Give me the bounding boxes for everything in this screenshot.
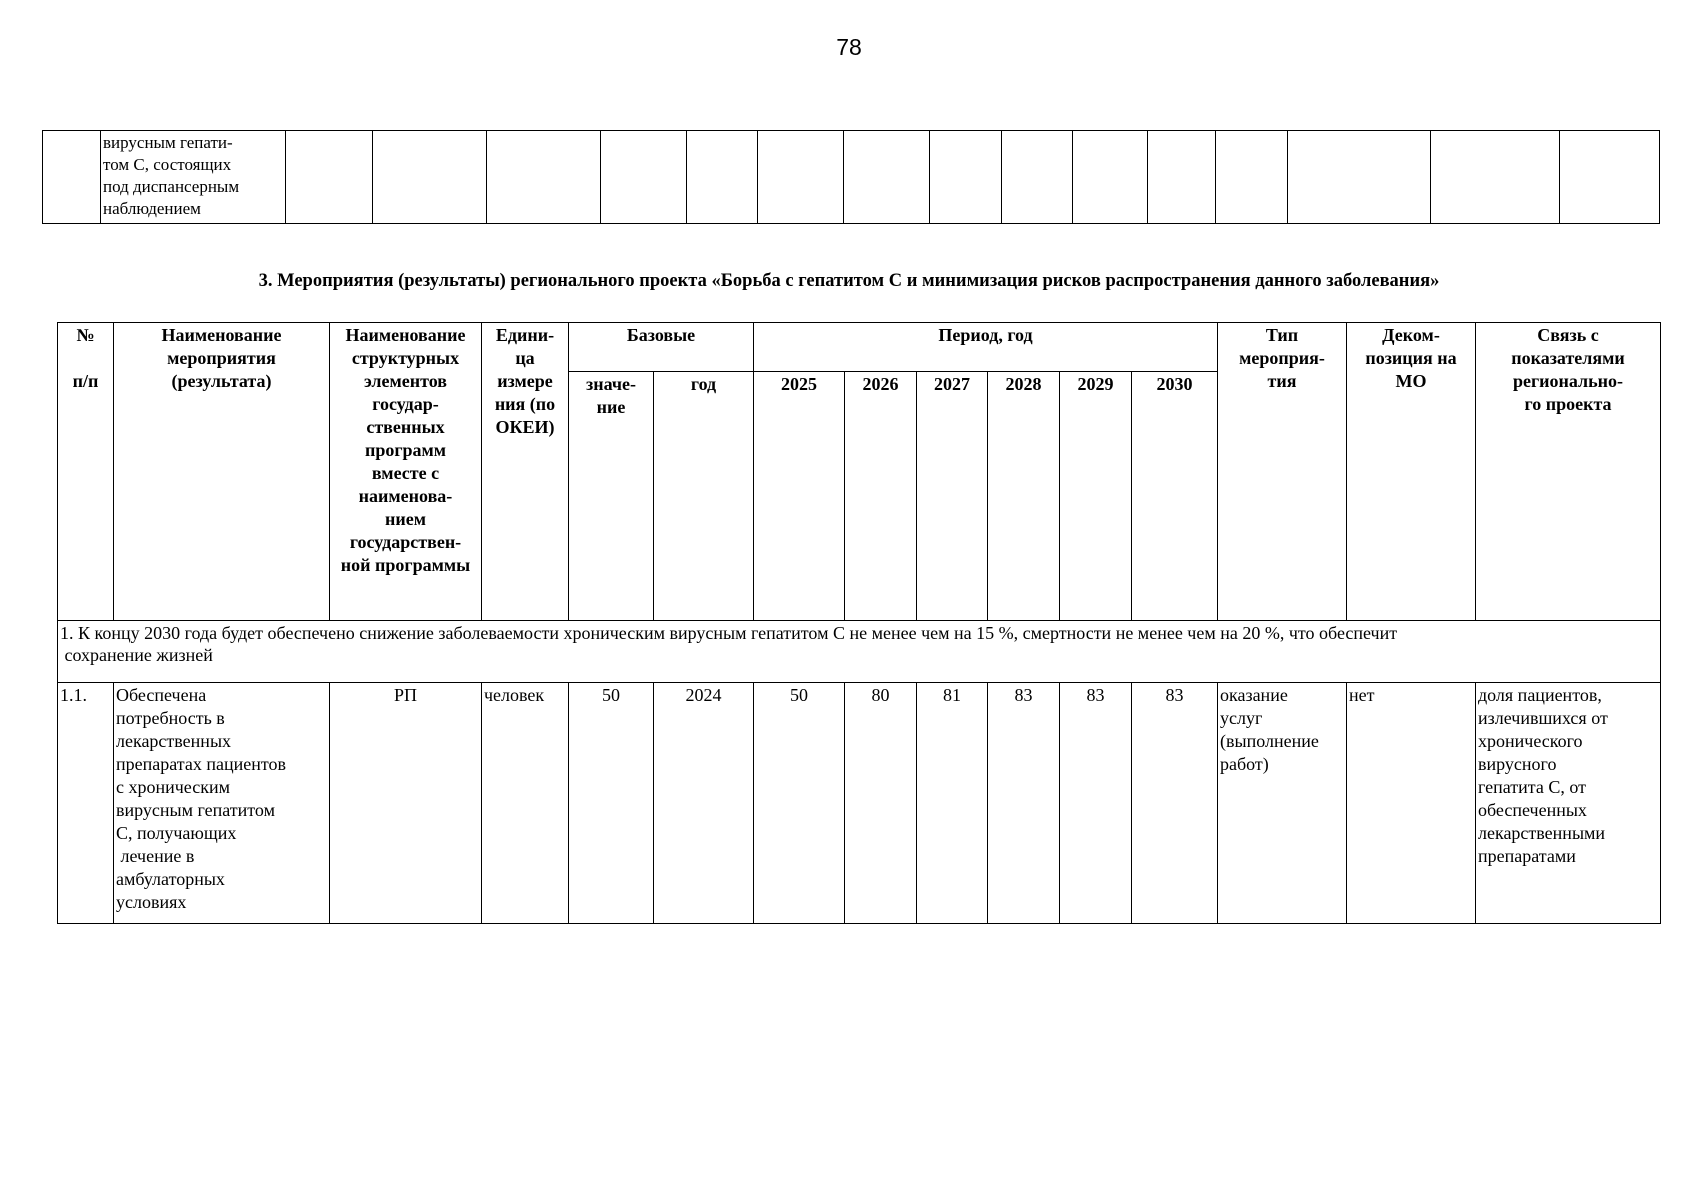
table-cell xyxy=(1216,131,1288,224)
col-header-year: 2028 xyxy=(988,372,1060,621)
col-header-decomp: Деком- позиция на МО xyxy=(1347,323,1476,621)
table-cell xyxy=(373,131,487,224)
row-link: доля пациентов, излечившихся от хронического вирусного гепатита С, от обеспеченных лекарственными препаратами xyxy=(1476,683,1661,924)
col-header-struct: Наименование структурных элементов государ- ственных программ вместе с наименова- нием государствен- ной программы xyxy=(330,323,482,621)
table-cell xyxy=(930,131,1002,224)
page-number: 78 xyxy=(836,34,862,60)
goal-row xyxy=(58,621,1661,683)
row-base-year: 2024 xyxy=(654,683,754,924)
row-num: 1.1. xyxy=(58,683,114,924)
table-cell xyxy=(286,131,373,224)
row-base-value: 50 xyxy=(569,683,654,924)
row-year-value: 83 xyxy=(1132,683,1218,924)
table-cell xyxy=(487,131,601,224)
header-row xyxy=(58,323,1661,372)
col-header-name: Наименование мероприятия (результата) xyxy=(114,323,330,621)
table-cell xyxy=(758,131,844,224)
table-cell xyxy=(1288,131,1431,224)
table-row xyxy=(58,683,1661,924)
table-cell xyxy=(1148,131,1216,224)
col-header-type: Тип мероприя- тия xyxy=(1218,323,1347,621)
row-struct: РП xyxy=(330,683,482,924)
table-cell xyxy=(1073,131,1148,224)
table-row xyxy=(43,131,1660,224)
row-name: Обеспечена потребность в лекарственных препаратах пациентов с хроническим вирусным гепатитом С, получающих лечение в амбулаторных условиях xyxy=(114,683,330,924)
table-cell xyxy=(1560,131,1660,224)
col-header-base: Базовые xyxy=(569,323,754,372)
table-cell xyxy=(1002,131,1073,224)
continuation-text: вирусным гепати- том С, состоящих под диспансерным наблюдением xyxy=(101,131,286,224)
goal-text: 1. К концу 2030 года будет обеспечено снижение заболеваемости хроническим вирусным гепатитом С не менее чем на 15 %, смертности не менее чем на 20 %, что обеспечит сохранение жизней xyxy=(58,621,1661,683)
row-type: оказание услуг (выполнение работ) xyxy=(1218,683,1347,924)
col-header-link: Связь с показателями регионально- го проекта xyxy=(1476,323,1661,621)
row-year-value: 83 xyxy=(1060,683,1132,924)
continuation-table xyxy=(42,130,1660,224)
col-header-unit: Едини- ца измере ния (по ОКЕИ) xyxy=(482,323,569,621)
row-year-value: 81 xyxy=(917,683,988,924)
table-cell xyxy=(687,131,758,224)
row-year-value: 83 xyxy=(988,683,1060,924)
section-title: 3. Мероприятия (результаты) регионального проекта «Борьба с гепатитом С и минимизация рисков распространения данного заболевания» xyxy=(258,271,1440,291)
col-header-year: 2026 xyxy=(845,372,917,621)
row-decomp: нет xyxy=(1347,683,1476,924)
col-header-year: 2029 xyxy=(1060,372,1132,621)
col-header-base-year: год xyxy=(654,372,754,621)
col-header-year: 2027 xyxy=(917,372,988,621)
measures-table xyxy=(57,322,1661,924)
row-unit: человек xyxy=(482,683,569,924)
table-cell xyxy=(1431,131,1560,224)
row-year-value: 80 xyxy=(845,683,917,924)
col-header-year: 2025 xyxy=(754,372,845,621)
table-cell xyxy=(601,131,687,224)
table-cell xyxy=(844,131,930,224)
col-header-period: Период, год xyxy=(754,323,1218,372)
row-year-value: 50 xyxy=(754,683,845,924)
col-header-base-value: значе- ние xyxy=(569,372,654,621)
col-header-year: 2030 xyxy=(1132,372,1218,621)
table-cell xyxy=(43,131,101,224)
col-header-num: № п/п xyxy=(58,323,114,621)
